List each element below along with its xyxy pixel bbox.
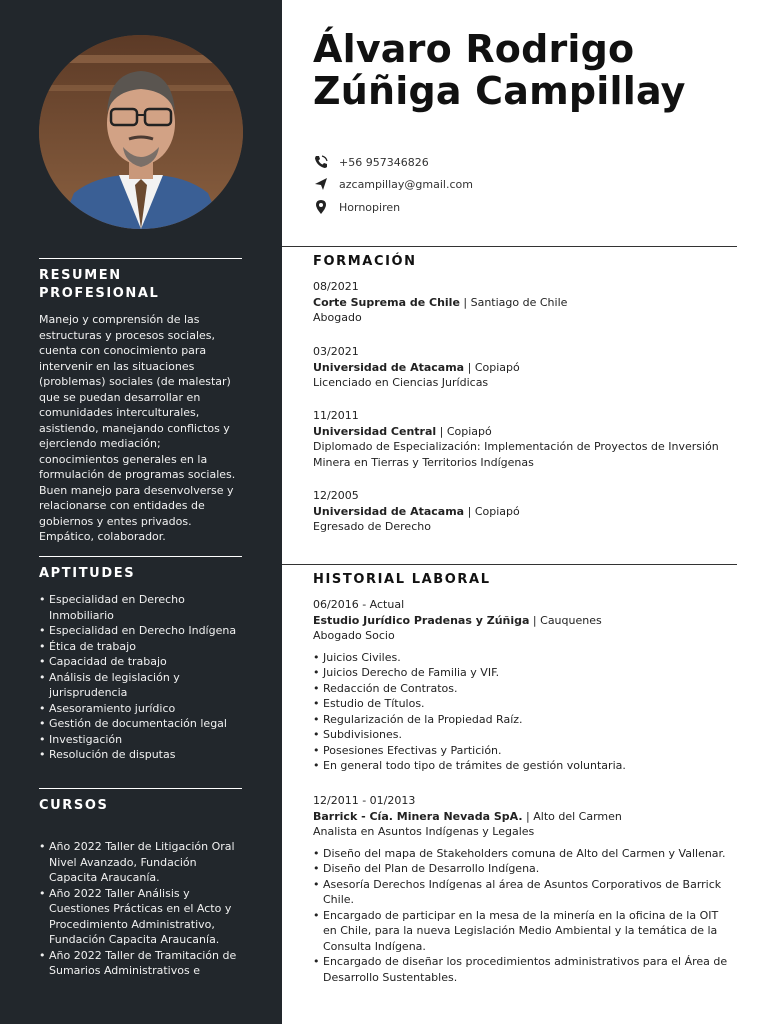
name-line2: Zúñiga Campillay [313,69,686,113]
courses-list [39,839,242,979]
education-entry [313,344,733,391]
education-description: Diplomado de Especialización: Implementación de Proyectos de Inversión Minera en Tierras y Territorios Indígenas [313,440,719,469]
portrait-photo [39,35,243,229]
education-entry [313,408,733,470]
education-description: Abogado [313,311,362,324]
work-duties [313,650,733,774]
education-date: 03/2021 [313,345,359,358]
phone-icon [313,154,329,170]
skills-section [39,556,242,763]
skills-list [39,592,242,763]
education-date: 11/2011 [313,409,359,422]
work-divider [282,564,737,565]
work-duty-item: • En general todo tipo de trámites de gestión voluntaria. [313,758,733,774]
summary-title-line1: RESUMEN [39,268,122,283]
work-duty-item: • Encargado de diseñar los procedimientos administrativos para el Área de Desarrollo Sustentables. [313,954,733,985]
skill-item: • Análisis de legislación y jurisprudencia [39,670,242,701]
education-org: Universidad de Atacama [313,360,465,374]
work-date: 12/2011 - 01/2013 [313,794,416,807]
full-name [313,28,686,112]
work-duty-item: • Encargado de participar en la mesa de la minería en la oficina de la OIT en Chile, para la nueva Legislación Medio Ambiental y la temática de la Consulta Indígena. [313,908,733,955]
work-entry [313,597,733,774]
education-org-line [313,295,733,311]
education-org: Corte Suprema de Chile [313,295,460,309]
summary-text: Manejo y comprensión de las estructuras y procesos sociales, cuenta con conocimiento para intervenir en las situaciones (problemas) sociales (de malestar) que se puedan desarrollar en comunidades interculturales, asistiendo, manejando conflictos y ejerciendo mediación; conocimientos generales en la formulación de programas sociales. Buen manejo para desenvolverse y relacionarse con entidades de gobiernos y entes privados. Empático, colaborador. [39,313,236,543]
separator: | [529,613,541,627]
education-org: Universidad Central [313,424,437,438]
contact-email [313,176,473,192]
work-duty-item: • Posesiones Efectivas y Partición. [313,743,733,759]
work-duties [313,846,733,986]
education-place: Copiapó [474,504,520,518]
course-item: • Año 2022 Taller Análisis y Cuestiones Prácticas en el Acto y Procedimiento Administrativo, Fundación Capacita Araucanía. [39,886,242,948]
courses-section [39,788,242,979]
contact-location [313,199,400,215]
work-duty-item: • Diseño del mapa de Stakeholders comuna de Alto del Carmen y Vallenar. [313,846,733,862]
work-duty-item: • Juicios Civiles. [313,650,733,666]
sidebar [0,0,282,1024]
contact-phone [313,154,429,170]
work-duty-item: • Juicios Derecho de Familia y VIF. [313,665,733,681]
work-role: Abogado Socio [313,629,395,642]
profile-photo [39,35,243,229]
skills-title: APTITUDES [39,566,136,581]
education-org: Universidad de Atacama [313,504,465,518]
education-date: 12/2005 [313,489,359,502]
separator: | [522,809,534,823]
skill-item: • Asesoramiento jurídico [39,701,242,717]
education-org-line [313,504,733,520]
skill-item: • Investigación [39,732,242,748]
skill-item: • Resolución de disputas [39,747,242,763]
education-divider [282,246,737,247]
education-org-line [313,360,733,376]
education-entry [313,279,733,326]
education-entry [313,488,733,535]
work-entry [313,793,733,985]
work-org: Estudio Jurídico Pradenas y Zúñiga [313,613,530,627]
education-place: Copiapó [446,424,492,438]
phone-text[interactable]: +56 957346826 [339,155,429,169]
skill-item: • Ética de trabajo [39,639,242,655]
work-duty-item: • Estudio de Títulos. [313,696,733,712]
work-duty-item: • Diseño del Plan de Desarrollo Indígena. [313,861,733,877]
work-org-line [313,613,733,629]
work-org: Barrick - Cía. Minera Nevada SpA. [313,809,523,823]
work-place: Alto del Carmen [533,809,622,823]
separator: | [459,295,471,309]
course-item: • Año 2022 Taller de Tramitación de Sumarios Administrativos e [39,948,242,979]
separator: | [464,360,475,374]
work-role: Analista en Asuntos Indígenas y Legales [313,825,535,838]
skill-item: • Capacidad de trabajo [39,654,242,670]
work-duty-item: • Regularización de la Propiedad Raíz. [313,712,733,728]
work-duty-item: • Asesoría Derechos Indígenas al área de Asuntos Corporativos de Barrick Chile. [313,877,733,908]
separator: | [464,504,475,518]
send-icon [313,176,329,192]
main-content [282,0,768,1024]
work-duty-item: • Subdivisiones. [313,727,733,743]
education-org-line [313,424,733,440]
education-place: Santiago de Chile [470,295,568,309]
education-description: Egresado de Derecho [313,520,431,533]
work-title: HISTORIAL LABORAL [313,572,491,587]
summary-title-line2: PROFESIONAL [39,286,160,301]
work-duty-item: • Redacción de Contratos. [313,681,733,697]
course-item: • Año 2022 Taller de Litigación Oral Nivel Avanzado, Fundación Capacita Araucanía. [39,839,242,886]
summary-section [39,258,242,545]
separator: | [436,424,447,438]
work-date: 06/2016 - Actual [313,598,405,611]
education-date: 08/2021 [313,280,359,293]
skill-item: • Gestión de documentación legal [39,716,242,732]
location-pin-icon [313,199,329,215]
education-description: Licenciado en Ciencias Jurídicas [313,376,489,389]
location-text: Hornopiren [339,200,401,214]
name-line1: Álvaro Rodrigo [313,27,635,71]
email-text[interactable]: azcampillay@gmail.com [339,177,473,191]
work-org-line [313,809,733,825]
work-place: Cauquenes [540,613,602,627]
summary-title [39,267,242,303]
education-place: Copiapó [474,360,520,374]
skill-item: • Especialidad en Derecho Indígena [39,623,242,639]
skill-item: • Especialidad en Derecho Inmobiliario [39,592,242,623]
courses-title: CURSOS [39,798,109,813]
education-title: FORMACIÓN [313,254,417,269]
